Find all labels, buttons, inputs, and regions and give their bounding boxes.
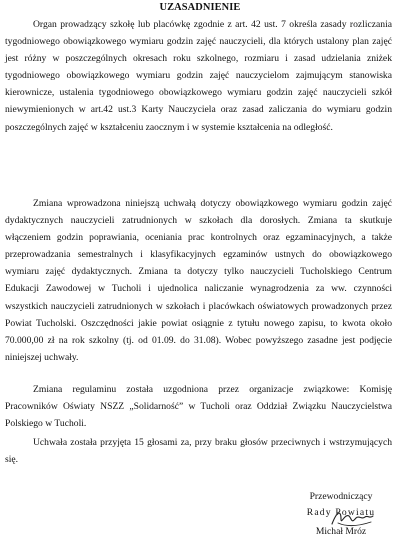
- signature-name: Michał Mróz: [315, 526, 367, 537]
- signature-body: Rady Powiatu: [306, 507, 376, 518]
- document-title: UZASADNIENIE: [159, 2, 241, 13]
- signature-role: Przewodniczący: [309, 491, 373, 502]
- paragraph-vote-result: Uchwała została przyjęta 15 głosami za, przy braku głosów przeciwnych i wstrzymujących się.: [5, 437, 392, 466]
- paragraph-change-description: Zmiana wprowadzona niniejszą uchwałą dotyczy obowiązkowego wymiaru godzin zajęć dydaktycznych nauczycieli zatrudnionych w szkołach dla dorosłych. Zmiana ta skutkuje włączeniem godzin poprawiania, oceniania prac kontrolnych oraz egzaminacyjnych, a także przeprowadzania semestralnych i klasyfikacyjnych egzaminów ustnych do obowiązkowego wymiaru zajęć dydaktycznych. Zmiana ta dotyczy tylko nauczycieli Tucholskiego Centrum Edukacji Zawodowej w Tucholi i ujednolica naliczanie wynagrodzenia za ww. czynności wszystkich nauczycieli zatrudnionych w szkołach i placówkach oświatowych prowadzonych przez Powiat Tucholski. Oszczędności jakie powiat osiągnie z tytułu nowego zapisu, to kwota około 70.000,00 zł na rok szkolny (tj. od 01.09. do 31.08). Wobec powyższego zasadne jest podjęcie niniejszej uchwały.: [5, 198, 392, 363]
- paragraph-legal-basis: Organ prowadzący szkołę lub placówkę zgodnie z art. 42 ust. 7 określa zasady rozliczania tygodniowego obowiązkowego wymiaru godzin zajęć nauczycieli, dla których ustalony plan zajęć jest różny w poszczególnych okresach roku szkolnego, rozmiaru i zasad udzielania zniżek tygodniowego obowiązkowego wymiaru godzin zajęć nauczycielom zajmującym stanowiska kierownicze, ustalenia tygodniowego obowiązkowego wymiaru godzin zajęć nauczycieli szkół niewymienionych w art.42 ust.3 Karty Nauczyciela oraz zasad zaliczania do wymiaru godzin poszczególnych zajęć w kształceniu zaocznym i w systemie kształcenia na odległość.: [5, 19, 392, 133]
- paragraph-union-agreement: Zmiana regulaminu została uzgodniona przez organizacje związkowe: Komisję Pracowników Oświaty NSZZ „Solidarność” w Tucholi oraz Oddział Związku Nauczycielstwa Polskiego w Tucholi.: [5, 384, 392, 430]
